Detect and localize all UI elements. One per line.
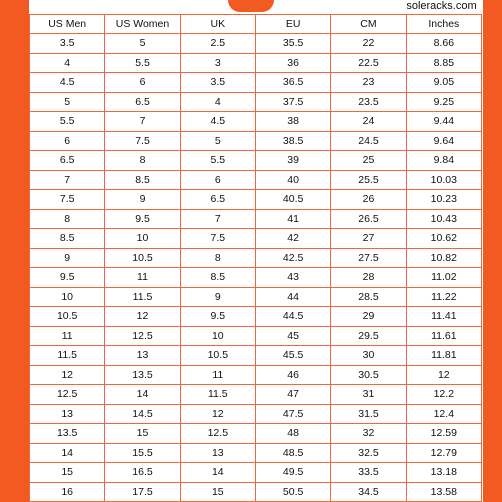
table-cell: 10.5: [30, 307, 105, 327]
table-cell: 8: [30, 209, 105, 229]
table-cell: 24.5: [331, 131, 406, 151]
table-cell: 6.5: [30, 151, 105, 171]
table-cell: 25: [331, 151, 406, 171]
table-row: [30, 73, 482, 93]
table-row: [30, 424, 482, 444]
table-cell: 34.5: [331, 482, 406, 502]
table-cell: 9: [30, 248, 105, 268]
table-cell: 7: [180, 209, 255, 229]
table-cell: 31.5: [331, 404, 406, 424]
table-cell: 13.5: [105, 365, 180, 385]
table-cell: 7.5: [105, 131, 180, 151]
table-cell: 12.5: [30, 385, 105, 405]
table-cell: 10.03: [406, 170, 481, 190]
table-cell: 5: [180, 131, 255, 151]
table-cell: 28.5: [331, 287, 406, 307]
table-cell: 38.5: [255, 131, 330, 151]
table-cell: 47.5: [255, 404, 330, 424]
table-cell: 4: [30, 53, 105, 73]
table-cell: 25.5: [331, 170, 406, 190]
table-row: [30, 229, 482, 249]
table-cell: 9.5: [30, 268, 105, 288]
table-cell: 37.5: [255, 92, 330, 112]
table-cell: 5.5: [105, 53, 180, 73]
table-cell: 6.5: [180, 190, 255, 210]
table-cell: 9.25: [406, 92, 481, 112]
table-cell: 13.18: [406, 463, 481, 483]
table-cell: 26.5: [331, 209, 406, 229]
table-cell: 48.5: [255, 443, 330, 463]
table-cell: 9.84: [406, 151, 481, 171]
table-cell: 13: [180, 443, 255, 463]
table-cell: 15: [180, 482, 255, 502]
table-cell: 6: [105, 73, 180, 93]
table-cell: 12.2: [406, 385, 481, 405]
table-cell: 12: [105, 307, 180, 327]
table-cell: 12: [180, 404, 255, 424]
table-row: [30, 404, 482, 424]
table-cell: 9: [105, 190, 180, 210]
table-cell: 7: [30, 170, 105, 190]
table-cell: 17.5: [105, 482, 180, 502]
table-cell: 15.5: [105, 443, 180, 463]
column-header: US Women: [105, 15, 180, 34]
table-cell: 23: [331, 73, 406, 93]
table-cell: 11.5: [180, 385, 255, 405]
table-cell: 11.5: [30, 346, 105, 366]
table-cell: 3.5: [30, 34, 105, 54]
table-cell: 13.58: [406, 482, 481, 502]
table-cell: 10: [30, 287, 105, 307]
table-cell: 7.5: [180, 229, 255, 249]
table-cell: 45.5: [255, 346, 330, 366]
table-cell: 11.61: [406, 326, 481, 346]
table-cell: 11: [180, 365, 255, 385]
column-header: US Men: [30, 15, 105, 34]
table-cell: 4.5: [180, 112, 255, 132]
table-cell: 27: [331, 229, 406, 249]
table-cell: 11: [30, 326, 105, 346]
table-cell: 11.5: [105, 287, 180, 307]
table-cell: 42.5: [255, 248, 330, 268]
table-row: [30, 170, 482, 190]
top-decorative-arc: [228, 0, 274, 12]
table-cell: 10: [180, 326, 255, 346]
table-cell: 28: [331, 268, 406, 288]
table-cell: 9.05: [406, 73, 481, 93]
table-cell: 49.5: [255, 463, 330, 483]
table-cell: 12: [30, 365, 105, 385]
table-cell: 10.62: [406, 229, 481, 249]
table-cell: 5: [105, 34, 180, 54]
column-header: CM: [331, 15, 406, 34]
table-cell: 11: [105, 268, 180, 288]
table-cell: 12.59: [406, 424, 481, 444]
table-cell: 14.5: [105, 404, 180, 424]
table-cell: 39: [255, 151, 330, 171]
table-cell: 10: [105, 229, 180, 249]
table-cell: 12.4: [406, 404, 481, 424]
table-cell: 6: [30, 131, 105, 151]
table-row: [30, 346, 482, 366]
table-cell: 11.41: [406, 307, 481, 327]
table-cell: 47: [255, 385, 330, 405]
table-cell: 12.5: [180, 424, 255, 444]
table-cell: 10.5: [180, 346, 255, 366]
site-watermark: soleracks.com: [400, 0, 483, 12]
table-cell: 24: [331, 112, 406, 132]
table-cell: 4: [180, 92, 255, 112]
table-cell: 8.66: [406, 34, 481, 54]
table-cell: 9.5: [180, 307, 255, 327]
table-cell: 11.81: [406, 346, 481, 366]
table-cell: 8.5: [105, 170, 180, 190]
table-cell: 7.5: [30, 190, 105, 210]
table-cell: 16: [30, 482, 105, 502]
table-row: [30, 385, 482, 405]
left-orange-border: [0, 0, 29, 502]
table-cell: 5.5: [180, 151, 255, 171]
table-cell: 12.5: [105, 326, 180, 346]
table-row: [30, 248, 482, 268]
table-cell: 33.5: [331, 463, 406, 483]
table-cell: 13: [105, 346, 180, 366]
table-row: [30, 307, 482, 327]
table-cell: 46: [255, 365, 330, 385]
table-row: [30, 365, 482, 385]
table-cell: 15: [30, 463, 105, 483]
column-header: UK: [180, 15, 255, 34]
table-cell: 14: [105, 385, 180, 405]
table-body: [30, 34, 482, 502]
table-row: [30, 190, 482, 210]
table-cell: 9.64: [406, 131, 481, 151]
table-cell: 32: [331, 424, 406, 444]
table-cell: 44.5: [255, 307, 330, 327]
table-cell: 40.5: [255, 190, 330, 210]
shoe-size-table: [29, 14, 482, 502]
header-row: [30, 15, 482, 34]
table-row: [30, 463, 482, 483]
table-cell: 8: [180, 248, 255, 268]
table-cell: 10.82: [406, 248, 481, 268]
table-cell: 8.5: [180, 268, 255, 288]
table-cell: 9.5: [105, 209, 180, 229]
table-row: [30, 92, 482, 112]
table-cell: 40: [255, 170, 330, 190]
table-cell: 9: [180, 287, 255, 307]
table-cell: 27.5: [331, 248, 406, 268]
table-cell: 42: [255, 229, 330, 249]
table-cell: 10.23: [406, 190, 481, 210]
table-cell: 8: [105, 151, 180, 171]
table-cell: 6: [180, 170, 255, 190]
table-cell: 31: [331, 385, 406, 405]
column-header: Inches: [406, 15, 481, 34]
table-cell: 41: [255, 209, 330, 229]
table-row: [30, 287, 482, 307]
table-cell: 29.5: [331, 326, 406, 346]
column-header: EU: [255, 15, 330, 34]
table-cell: 45: [255, 326, 330, 346]
table-cell: 38: [255, 112, 330, 132]
table-cell: 23.5: [331, 92, 406, 112]
table-cell: 36.5: [255, 73, 330, 93]
table-cell: 48: [255, 424, 330, 444]
table-cell: 44: [255, 287, 330, 307]
table-cell: 15: [105, 424, 180, 444]
table-cell: 14: [30, 443, 105, 463]
table-cell: 5: [30, 92, 105, 112]
table-row: [30, 112, 482, 132]
table-cell: 22: [331, 34, 406, 54]
table-cell: 30: [331, 346, 406, 366]
table-cell: 11.02: [406, 268, 481, 288]
right-orange-border: [483, 0, 502, 502]
table-cell: 26: [331, 190, 406, 210]
table-cell: 6.5: [105, 92, 180, 112]
table-cell: 30.5: [331, 365, 406, 385]
table-cell: 7: [105, 112, 180, 132]
table-cell: 11.22: [406, 287, 481, 307]
table-cell: 13.5: [30, 424, 105, 444]
table-cell: 8.5: [30, 229, 105, 249]
table-cell: 32.5: [331, 443, 406, 463]
table-cell: 12: [406, 365, 481, 385]
table-row: [30, 268, 482, 288]
table-cell: 10.5: [105, 248, 180, 268]
table-row: [30, 131, 482, 151]
table-row: [30, 209, 482, 229]
table-cell: 43: [255, 268, 330, 288]
table-cell: 2.5: [180, 34, 255, 54]
table-cell: 12.79: [406, 443, 481, 463]
table-cell: 3: [180, 53, 255, 73]
table-cell: 16.5: [105, 463, 180, 483]
table-cell: 36: [255, 53, 330, 73]
table-header: [30, 15, 482, 34]
table-cell: 35.5: [255, 34, 330, 54]
table-cell: 3.5: [180, 73, 255, 93]
table-cell: 10.43: [406, 209, 481, 229]
table-cell: 29: [331, 307, 406, 327]
table-cell: 4.5: [30, 73, 105, 93]
table-row: [30, 53, 482, 73]
table-row: [30, 443, 482, 463]
table-row: [30, 482, 482, 502]
table-cell: 50.5: [255, 482, 330, 502]
table-cell: 5.5: [30, 112, 105, 132]
table-row: [30, 34, 482, 54]
table-row: [30, 326, 482, 346]
table-cell: 13: [30, 404, 105, 424]
table-cell: 14: [180, 463, 255, 483]
table-row: [30, 151, 482, 171]
table-cell: 8.85: [406, 53, 481, 73]
table-cell: 22.5: [331, 53, 406, 73]
table-cell: 9.44: [406, 112, 481, 132]
